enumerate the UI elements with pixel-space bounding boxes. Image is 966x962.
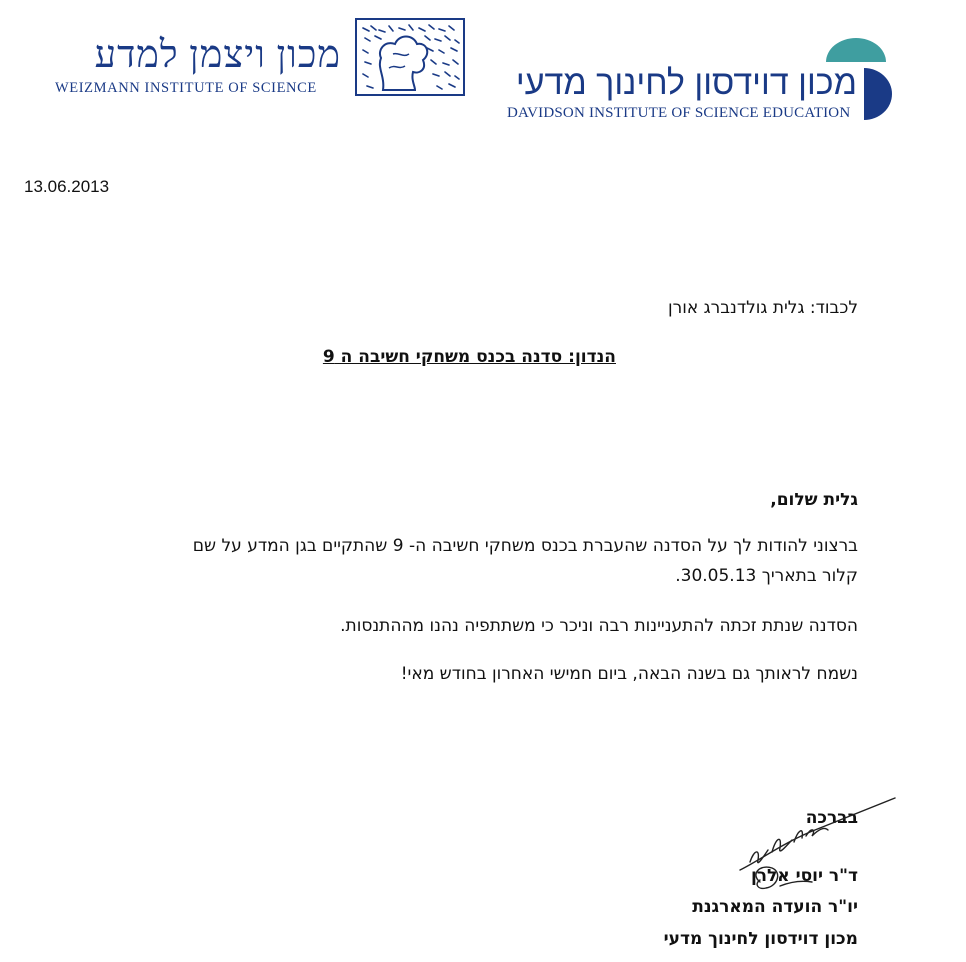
- recipient-line: לכבוד: גלית גולדנברג אורן: [667, 298, 858, 318]
- signer-organization: מכון דוידסון לחינוך מדעי: [663, 929, 858, 949]
- davidson-logo-mark: [822, 38, 892, 120]
- paragraph-3: נשמח לראותך גם בשנה הבאה, ביום חמישי האחרון בחודש מאי!: [400, 664, 858, 684]
- subject-line: הנדון: סדנה בכנס משחקי חשיבה ה 9: [322, 347, 616, 367]
- paragraph-1-line-2: קלור בתאריך 30.05.13.: [675, 566, 858, 586]
- greeting: גלית שלום,: [770, 490, 858, 510]
- signer-name: ד"ר יוסי אלרן: [750, 866, 858, 886]
- weizmann-logo-english: WEIZMANN INSTITUTE OF SCIENCE: [55, 80, 317, 96]
- weizmann-tree-emblem: [355, 18, 465, 96]
- letter-date: 13.06.2013: [24, 177, 110, 196]
- paragraph-2: הסדנה שנתת זכתה להתעניינות רבה וניכר כי משתתפיה נהנו מההתנסות.: [340, 616, 858, 636]
- handwritten-signature: [720, 790, 900, 900]
- weizmann-logo-hebrew: מכון ויצמן למדע: [94, 34, 341, 76]
- closing: בברכה: [805, 808, 858, 828]
- paragraph-1-line-1: ברצוני להודות לך על הסדנה שהעברת בכנס משחקי חשיבה ה- 9 שהתקיים בגן המדע על שם: [192, 536, 858, 556]
- davidson-logo-english: DAVIDSON INSTITUTE OF SCIENCE EDUCATION: [507, 105, 851, 121]
- signer-role: יו"ר הועדה המארגנת: [692, 897, 858, 917]
- davidson-logo-hebrew: מכון דוידסון לחינוך מדעי: [515, 64, 857, 102]
